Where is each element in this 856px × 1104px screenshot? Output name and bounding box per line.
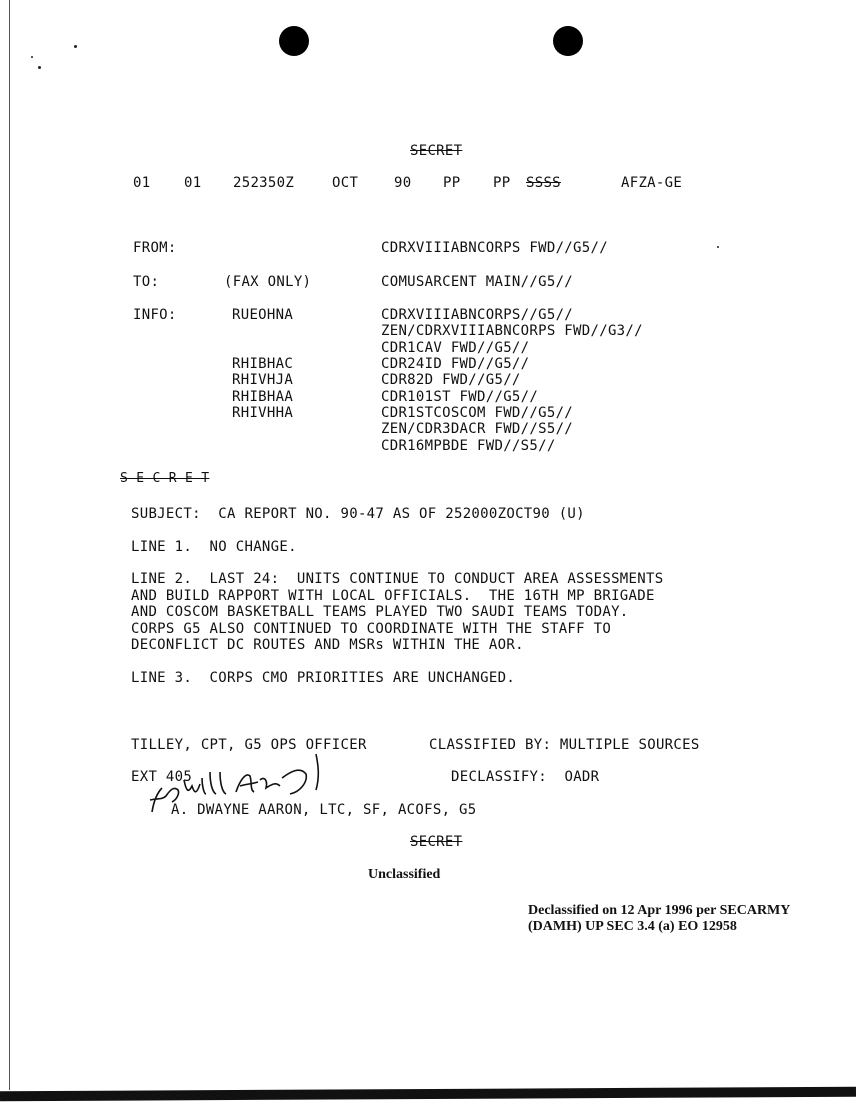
to-label: TO: (133, 274, 160, 290)
extension: EXT 405 (131, 769, 193, 785)
info-address: CDR101ST FWD//G5// (381, 389, 539, 405)
info-address: ZEN/CDRXVIIIABNCORPS FWD//G3// (381, 323, 643, 339)
subject-line: SUBJECT: CA REPORT NO. 90-47 AS OF 252000ZOCT90 (U) (131, 506, 585, 522)
msg-field-1: 01 (133, 175, 151, 191)
info-label: INFO: (133, 307, 177, 323)
classification-bottom: SECRET (410, 834, 463, 850)
info-code: RUEOHNA (232, 307, 294, 323)
msg-precedence-1: PP (443, 175, 461, 191)
punch-hole-left (279, 26, 309, 56)
msg-month: OCT (332, 175, 359, 191)
info-code: RHIVHHA (232, 405, 294, 421)
info-address: CDR16MPBDE FWD//S5// (381, 438, 556, 454)
classified-by: CLASSIFIED BY: MULTIPLE SOURCES (429, 737, 700, 753)
info-address: CDR1CAV FWD//G5// (381, 340, 530, 356)
msg-sss: SSSS (526, 175, 561, 191)
classification-top: SECRET (410, 143, 463, 159)
line-2-text: LINE 2. LAST 24: UNITS CONTINUE TO CONDUCT AREA ASSESSMENTS (131, 571, 664, 587)
unclassified-mark: Unclassified (368, 867, 441, 882)
speck (31, 56, 33, 58)
msg-field-2: 01 (184, 175, 202, 191)
bottom-edge-bar (0, 1087, 856, 1101)
msg-office: AFZA-GE (621, 175, 683, 191)
line-2-text: AND BUILD RAPPORT WITH LOCAL OFFICIALS. THE 16TH MP BRIGADE (131, 588, 655, 604)
declass-note-1: Declassified on 12 Apr 1996 per SECARMY (528, 903, 791, 918)
info-address: CDR1STCOSCOM FWD//G5// (381, 405, 574, 421)
info-address: CDRXVIIIABNCORPS//G5// (381, 307, 574, 323)
left-edge-line (9, 0, 10, 1090)
info-code: RHIVHJA (232, 372, 294, 388)
info-code: RHIBHAC (232, 356, 294, 372)
to-note: (FAX ONLY) (224, 274, 312, 290)
info-address: CDR82D FWD//G5// (381, 372, 521, 388)
line-2-text: CORPS G5 ALSO CONTINUED TO COORDINATE WITH THE STAFF TO (131, 621, 612, 637)
line-1: LINE 1. NO CHANGE. (131, 539, 297, 555)
info-address: ZEN/CDR3DACR FWD//S5// (381, 421, 574, 437)
msg-dtg: 252350Z (233, 175, 295, 191)
declassify-line: DECLASSIFY: OADR (451, 769, 600, 785)
msg-precedence-2: PP (493, 175, 511, 191)
handwritten-signature (140, 750, 340, 820)
classification-mid: S E C R E T (120, 471, 210, 486)
info-code: RHIBHAA (232, 389, 294, 405)
speck (717, 246, 719, 248)
officer-line: TILLEY, CPT, G5 OPS OFFICER (131, 737, 367, 753)
line-2-text: DECONFLICT DC ROUTES AND MSRs WITHIN THE AOR. (131, 637, 524, 653)
speck (38, 66, 41, 69)
msg-year: 90 (394, 175, 412, 191)
from-value: CDRXVIIIABNCORPS FWD//G5// (381, 240, 608, 256)
info-address: CDR24ID FWD//G5// (381, 356, 530, 372)
punch-hole-right (553, 26, 583, 56)
to-value: COMUSARCENT MAIN//G5// (381, 274, 574, 290)
line-2-text: AND COSCOM BASKETBALL TEAMS PLAYED TWO SAUDI TEAMS TODAY. (131, 604, 629, 620)
speck (74, 45, 77, 48)
from-label: FROM: (133, 240, 177, 256)
signer-name: A. DWAYNE AARON, LTC, SF, ACOFS, G5 (171, 802, 477, 818)
declass-note-2: (DAMH) UP SEC 3.4 (a) EO 12958 (528, 919, 737, 934)
line-3: LINE 3. CORPS CMO PRIORITIES ARE UNCHANGED. (131, 670, 516, 686)
